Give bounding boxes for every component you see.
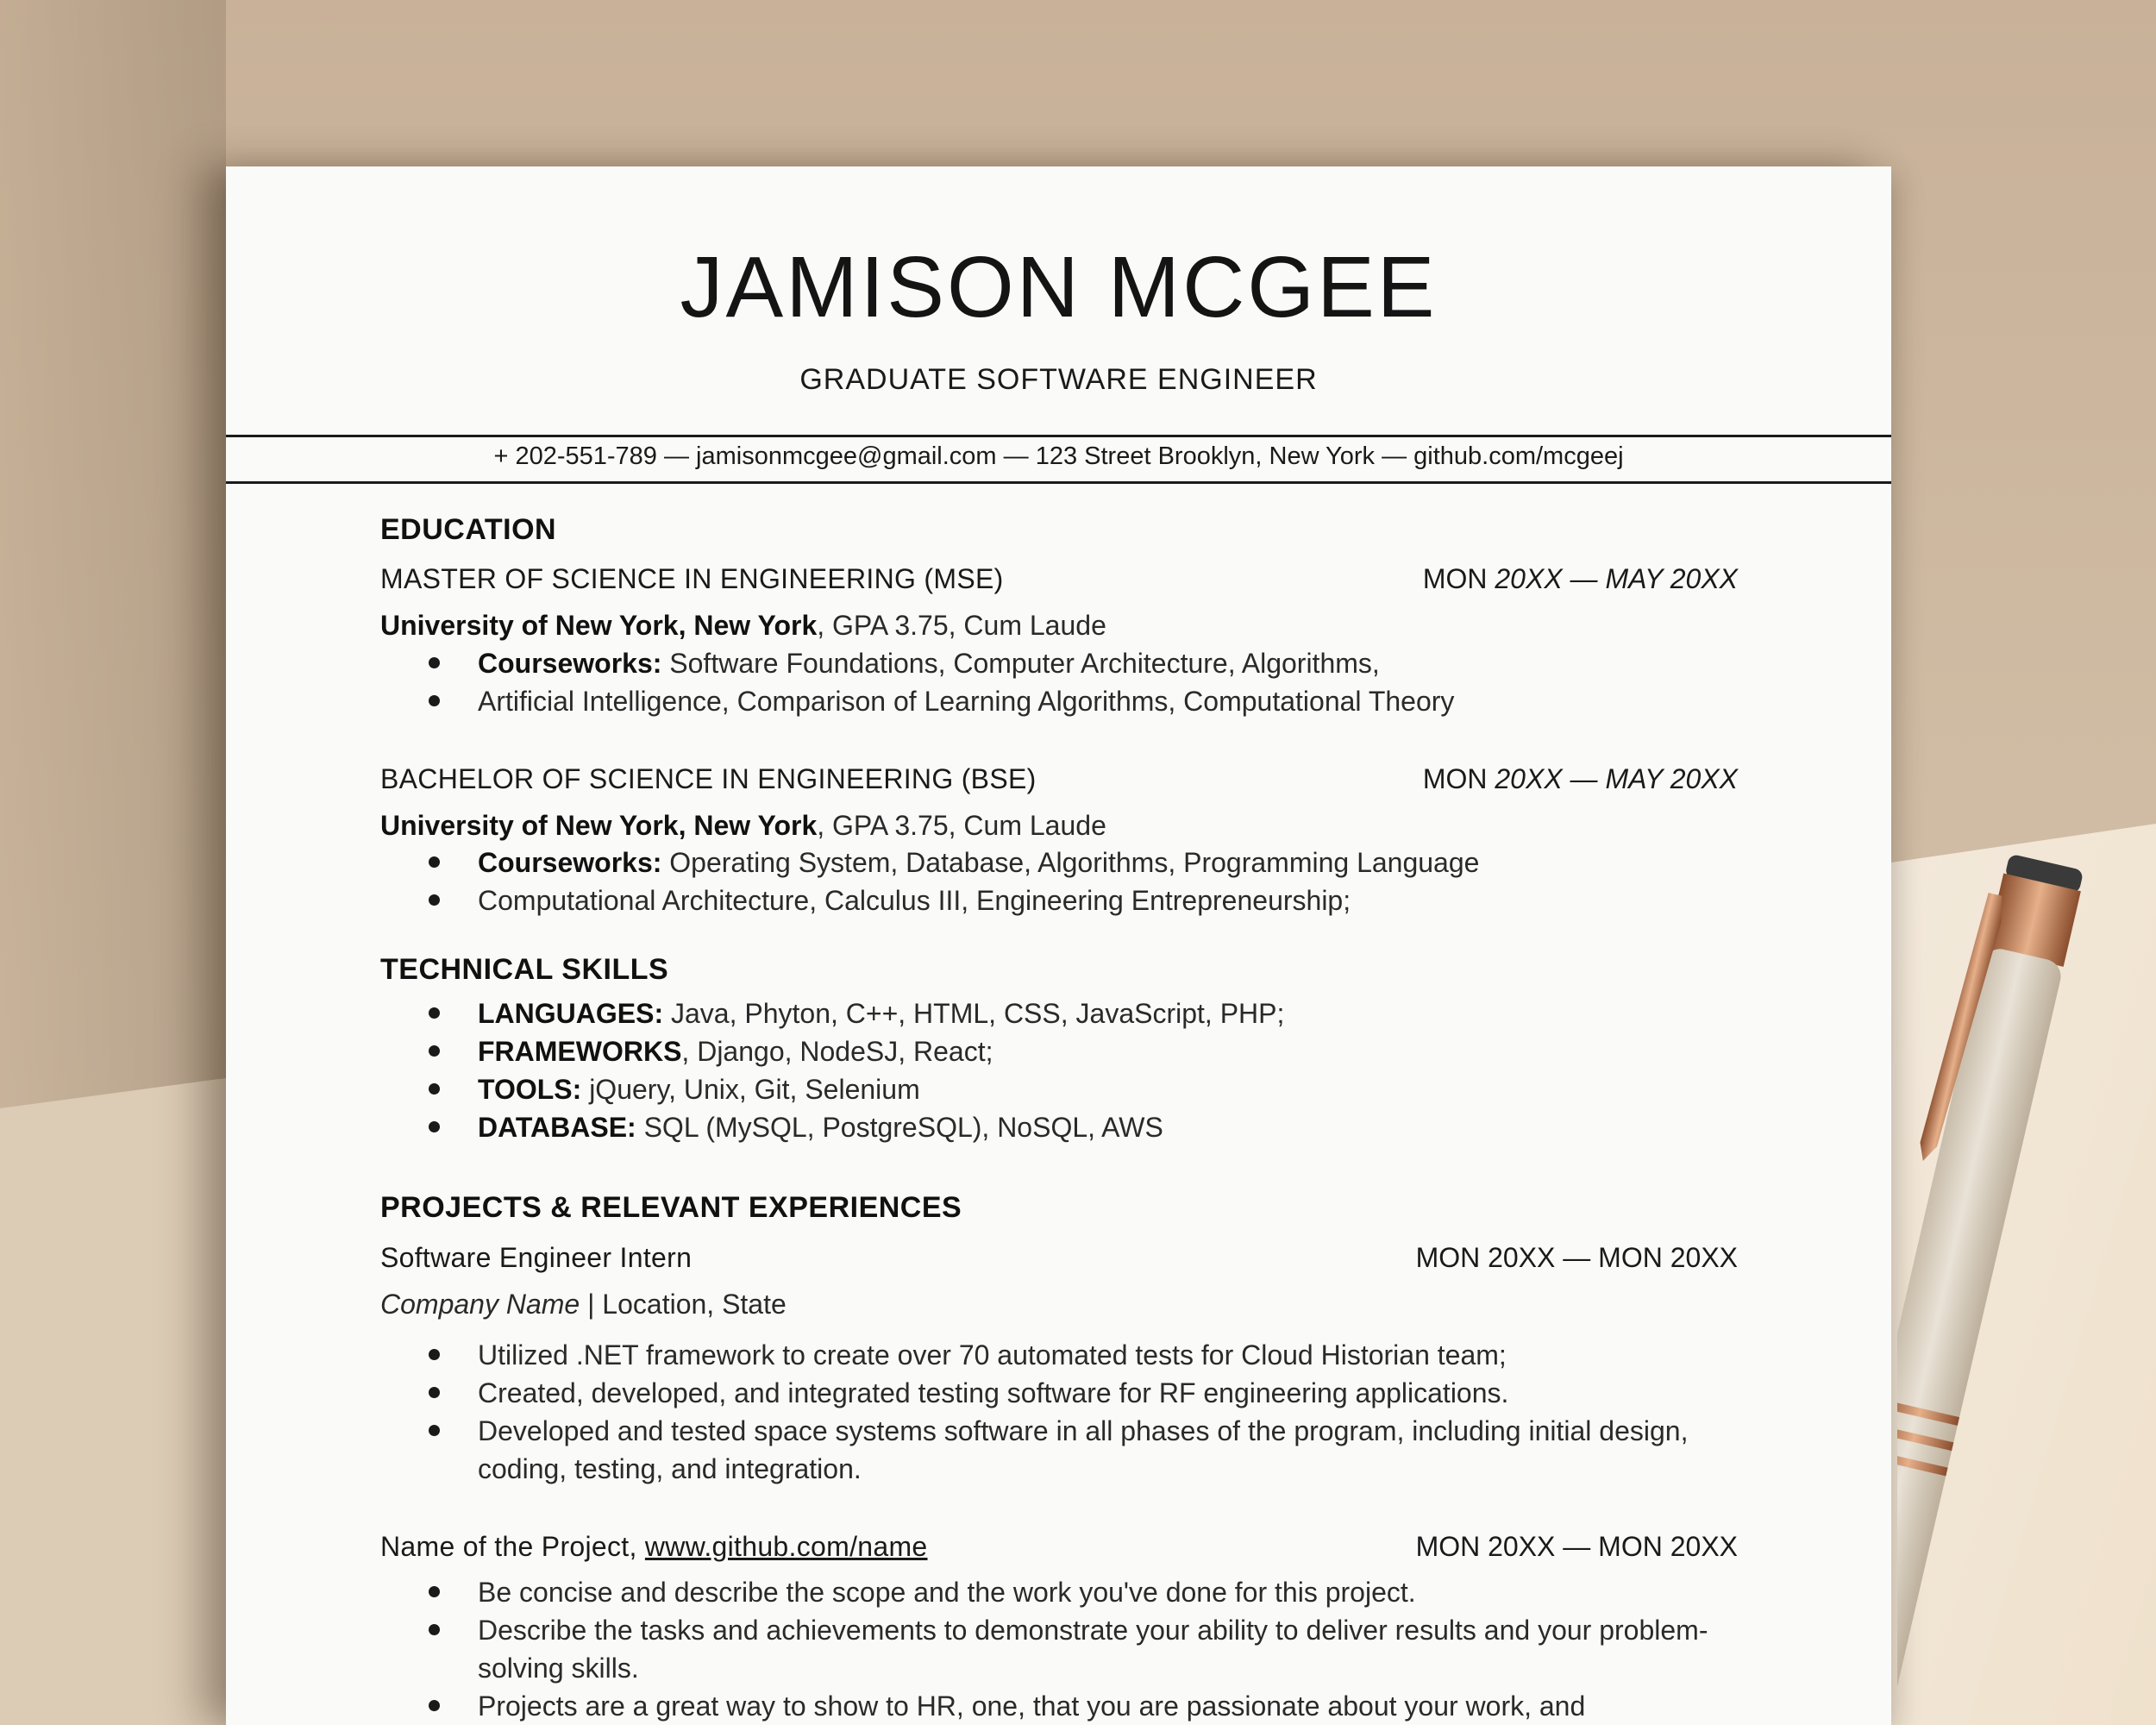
bullet-icon bbox=[429, 1121, 440, 1132]
degree-title: BACHELOR OF SCIENCE IN ENGINEERING (BSE) bbox=[380, 763, 1037, 794]
project-date: MON 20XX — MON 20XX bbox=[1415, 1531, 1738, 1562]
bullet-icon bbox=[429, 1624, 440, 1635]
contact-divider-top bbox=[226, 435, 1891, 437]
contact-divider-bottom bbox=[226, 481, 1891, 484]
role-title: Software Engineer Intern bbox=[380, 1242, 693, 1273]
list-item: LANGUAGES: Java, Phyton, C++, HTML, CSS, JavaScript, PHP; bbox=[380, 994, 1738, 1032]
bullet-icon bbox=[429, 1387, 440, 1398]
contact-line: + 202-551-789 — jamisonmcgee@gmail.com — 123 Street Brooklyn, New York — github.com/mcgeej bbox=[493, 442, 1624, 470]
intern-duties-list bbox=[380, 1336, 1738, 1488]
degree-date: MON 20XX — MAY 20XX bbox=[1422, 563, 1738, 594]
list-item: Be concise and describe the scope and the work you've done for this project. bbox=[380, 1573, 1738, 1611]
school-line: University of New York, New York, GPA 3.75, Cum Laude bbox=[380, 610, 1106, 641]
bullet-icon bbox=[429, 1425, 440, 1436]
role-date: MON 20XX — MON 20XX bbox=[1415, 1242, 1738, 1273]
list-item: Developed and tested space systems software in all phases of the program, including initial design, coding, testing, and integration. bbox=[380, 1412, 1738, 1488]
bullet-icon bbox=[429, 894, 440, 906]
bullet-icon bbox=[429, 1045, 440, 1057]
bullet-icon bbox=[429, 695, 440, 706]
coursework-list bbox=[380, 644, 1738, 720]
degree-title: MASTER OF SCIENCE IN ENGINEERING (MSE) bbox=[380, 563, 1004, 594]
list-item: Utilized .NET framework to create over 70 automated tests for Cloud Historian team; bbox=[380, 1336, 1738, 1374]
school-line: University of New York, New York, GPA 3.75, Cum Laude bbox=[380, 810, 1106, 841]
bullet-icon bbox=[429, 856, 440, 868]
bullet-icon bbox=[429, 1007, 440, 1019]
pen-icon bbox=[1897, 854, 2156, 1725]
bullet-icon bbox=[429, 1586, 440, 1597]
project-details-list bbox=[380, 1573, 1738, 1725]
list-item: Created, developed, and integrated testing software for RF engineering applications. bbox=[380, 1374, 1738, 1412]
list-item: Computational Architecture, Calculus III, Engineering Entrepreneurship; bbox=[380, 881, 1738, 919]
project-link[interactable]: www.github.com/name bbox=[644, 1531, 928, 1562]
list-item: Courseworks: Operating System, Database, Algorithms, Programming Language bbox=[380, 844, 1738, 881]
education-heading: EDUCATION bbox=[380, 513, 557, 546]
resume-name: JAMISON MCGEE bbox=[680, 239, 1438, 336]
list-item: Projects are a great way to show to HR, one, that you are passionate about your work, and bbox=[380, 1687, 1738, 1725]
skills-heading: TECHNICAL SKILLS bbox=[380, 953, 669, 986]
list-item: DATABASE: SQL (MySQL, PostgreSQL), NoSQL, AWS bbox=[380, 1108, 1738, 1146]
degree-date: MON 20XX — MAY 20XX bbox=[1422, 763, 1738, 794]
coursework-list bbox=[380, 844, 1738, 919]
company-name: Company Name bbox=[380, 1289, 580, 1320]
list-item: TOOLS: jQuery, Unix, Git, Selenium bbox=[380, 1070, 1738, 1108]
bullet-icon bbox=[429, 1349, 440, 1360]
list-item: Courseworks: Software Foundations, Computer Architecture, Algorithms, bbox=[380, 644, 1738, 682]
resume-title: GRADUATE SOFTWARE ENGINEER bbox=[799, 363, 1318, 396]
list-item: Artificial Intelligence, Comparison of Learning Algorithms, Computational Theory bbox=[380, 682, 1738, 720]
school-name: University of New York, New York bbox=[380, 610, 818, 641]
list-item: FRAMEWORKS, Django, NodeSJ, React; bbox=[380, 1032, 1738, 1070]
project-title: Name of the Project, www.github.com/name bbox=[380, 1531, 928, 1562]
school-name: University of New York, New York bbox=[380, 810, 818, 841]
skills-list bbox=[380, 994, 1738, 1146]
resume-page bbox=[226, 166, 1891, 1725]
bullet-icon bbox=[429, 1083, 440, 1095]
projects-heading: PROJECTS & RELEVANT EXPERIENCES bbox=[380, 1191, 962, 1224]
company-line: Company Name | Location, State bbox=[380, 1289, 787, 1320]
bullet-icon bbox=[429, 1700, 440, 1711]
list-item: Describe the tasks and achievements to demonstrate your ability to deliver results and your problem-solving skills. bbox=[380, 1611, 1738, 1687]
bullet-icon bbox=[429, 657, 440, 668]
